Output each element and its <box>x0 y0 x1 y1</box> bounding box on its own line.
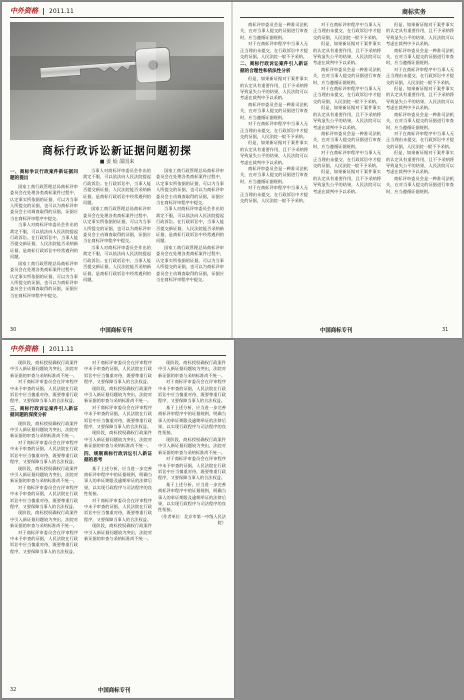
issue-number: 2011.11 <box>49 7 74 15</box>
body-paragraph: 现阶段，商标授权确权行政案件中引入新证据问题较为突出，法院对新证据的审查与采纳标准尚不统一。 <box>10 360 78 378</box>
article-key-photo <box>10 22 224 140</box>
body-paragraph: 商标评审委员会是一种准司法机关，在对当事人提交的证据进行审查时，应当遵循证据规则。 <box>240 165 308 184</box>
issue-number: 2011.11 <box>49 345 74 353</box>
section-heading: 一、商标争议行政案件新证据问题的提出 <box>10 170 78 182</box>
body-paragraph: 商标评审委员会是一种准司法机关，在对当事人提交的证据进行审查时，应当遵循证据规则。 <box>240 22 308 40</box>
article-byline: ■ 姜 灿 邵国来 <box>99 159 135 165</box>
body-paragraph: 但是，如果新证据对于案件事实的认定具有重要作用，且不予采纳将导致显失公平的结果，人民法院可以考虑在裁判中予以采纳。 <box>386 150 454 175</box>
body-paragraph: 对于商标评审委员会在评审程序中未予审查的证据，人民法院在行政诉讼中应当慎重对待，既要尊重行政程序，又要保障当事人的合法权益。 <box>158 379 226 404</box>
bottom-page <box>2 340 234 698</box>
body-paragraph: 商标评审委员会是一种准司法机关，在对当事人提交的证据进行审查时，应当遵循证据规则。 <box>313 130 381 149</box>
header-divider <box>43 8 44 15</box>
body-paragraph: 对于在商标评审程序中当事人无正当理由未提交、在行政诉讼中才提交的证据，人民法院一般不予采纳。 <box>240 41 308 60</box>
body-paragraph: 现阶段，商标授权确权行政案件中引入新证据问题较为突出，法院对新证据的审查与采纳标准尚不统一。 <box>84 385 152 404</box>
page-footer-left <box>10 326 16 334</box>
body-paragraph: 现阶段，商标授权确权行政案件中引入新证据问题较为突出，法院对新证据的审查与采纳标准尚不统一。 <box>158 360 226 378</box>
body-paragraph: 国家工商行政管理总局商标评审委员会在处理各类商标案件过程中，认定事实所依据的证据，可以为当事人所提交的证据，也可以为商标评审委员会主动调查取得的证据，证据应当在商标评审程序中提交。 <box>10 183 78 221</box>
body-paragraph: 国家工商行政管理总局商标评审委员会在处理各类商标案件过程中，认定事实所依据的证据，可以为当事人所提交的证据，也可以为商标评审委员会主动调查取得的证据，证据应当在商标评审程序中提交。 <box>156 168 224 206</box>
body-paragraph: 商标评审委员会是一种准司法机关，在对当事人提交的证据进行审查时，应当遵循证据规则。 <box>240 101 308 120</box>
publisher-name: 中国商标专刊 <box>100 328 133 334</box>
body-paragraph: 对于商标评审委员会在评审程序中未予审查的证据，人民法院在行政诉讼中应当慎重对待，既要尊重行政程序，又要保障当事人的合法权益。 <box>84 404 152 430</box>
page-number: 32 <box>10 687 17 693</box>
text-column <box>84 360 152 682</box>
body-paragraph: 商标评审委员会是一种准司法机关，在对当事人提交的证据进行审查时，应当遵循证据规则。 <box>313 66 381 85</box>
page-footer-left <box>10 686 16 694</box>
body-paragraph: 对于在商标评审程序中当事人无正当理由未提交、在行政诉讼中才提交的证据，人民法院一般不予采纳。 <box>386 66 454 85</box>
publisher-mark <box>100 326 132 334</box>
publisher-mark <box>320 326 352 334</box>
body-paragraph: 对于商标评审委员会在评审程序中未予审查的证据，人民法院在行政诉讼中应当慎重对待，既要尊重行政程序，又要保障当事人的合法权益。 <box>10 529 78 554</box>
section-heading: 二、商标行政诉讼案件引入新证据的合理性和依法性分析 <box>240 62 308 74</box>
page-header-left <box>10 6 74 16</box>
magazine-name: 中外资格 <box>10 344 38 353</box>
body-paragraph: 但是，如果新证据对于案件事实的认定具有重要作用，且不予采纳将导致显失公平的结果，人民法院可以考虑在裁判中予以采纳。 <box>313 169 381 194</box>
header-divider <box>43 346 44 353</box>
header-rule <box>10 17 224 18</box>
body-paragraph: 商标评审委员会是一种准司法机关，在对当事人提交的证据进行审查时，应当遵循证据规则。 <box>386 111 454 130</box>
body-paragraph: 对于商标评审委员会在评审程序中未予审查的证据，人民法院在行政诉讼中应当慎重对待，既要尊重行政程序，又要保障当事人的合法权益。 <box>10 439 78 465</box>
body-paragraph: 基于上述分析，应当进一步完善商标评审程序中的证据规则，明确当事人的举证期限及逾期举证的法律后果，以实现行政程序与司法程序的良性衔接。 <box>158 404 226 436</box>
body-paragraph: 对于商标评审委员会在评审程序中未予审查的证据，人民法院在行政诉讼中应当慎重对待，既要尊重行政程序，又要保障当事人的合法权益。 <box>84 497 152 522</box>
body-paragraph: 商标评审委员会是一种准司法机关，在对当事人提交的证据进行审查时，应当遵循证据规则。 <box>386 47 454 66</box>
body-paragraph: 但是，如果新证据对于案件事实的认定具有重要作用，且不予采纳将导致显失公平的结果，人民法院可以考虑在裁判中予以采纳。 <box>313 105 381 130</box>
header-rule <box>240 17 454 18</box>
author-affiliation: （作者单位：北京市第一中级人民法院） <box>158 513 226 526</box>
body-paragraph: 但是，如果新证据对于案件事实的认定具有重要作用，且不予采纳将导致显失公平的结果，人民法院可以考虑在裁判中予以采纳。 <box>240 76 308 101</box>
body-paragraph: 当事人对商标评审委员会作出的裁定不服，可以依法向人民法院提起行政诉讼。在行政诉讼中，当事人能否提交新证据，人民法院能否采纳新证据，是商标行政诉讼中经常遇到的问题。 <box>10 222 78 260</box>
body-paragraph: 对于在商标评审程序中当事人无正当理由未提交、在行政诉讼中才提交的证据，人民法院一般不予采纳。 <box>313 86 381 104</box>
body-paragraph: 当事人对商标评审委员会作出的裁定不服，可以依法向人民法院提起行政诉讼。在行政诉讼中，当事人能否提交新证据，人民法院能否采纳新证据，是商标行政诉讼中经常遇到的问题。 <box>83 244 151 282</box>
body-paragraph: 对于在商标评审程序中当事人无正当理由未提交、在行政诉讼中才提交的证据，人民法院一般不予采纳。 <box>313 150 381 168</box>
page-footer-right <box>442 326 448 334</box>
top-spread <box>2 2 462 338</box>
body-paragraph: 国家工商行政管理总局商标评审委员会在处理各类商标案件过程中，认定事实所依据的证据，可以为当事人所提交的证据，也可以为商标评审委员会主动调查取得的证据，证据应当在商标评审程序中提交。 <box>83 206 151 244</box>
publisher-name: 中国商标专刊 <box>98 688 131 694</box>
body-paragraph: 但是，如果新证据对于案件事实的认定具有重要作用，且不予采纳将导致显失公平的结果，人民法院可以考虑在裁判中予以采纳。 <box>386 86 454 111</box>
body-paragraph: 现阶段，商标授权确权行政案件中引入新证据问题较为突出，法院对新证据的审查与采纳标准尚不统一。 <box>84 523 152 541</box>
body-paragraph: 基于上述分析，应当进一步完善商标评审程序中的证据规则，明确当事人的举证期限及逾期举证的法律后果，以实现行政程序与司法程序的良性衔接。 <box>158 481 226 513</box>
section-name: 商标实务 <box>402 8 427 16</box>
key-illustration <box>10 22 224 140</box>
text-column <box>156 168 224 314</box>
article-title: 商标行政诉讼新证据问题初探 <box>42 145 192 157</box>
body-paragraph: 对于在商标评审程序中当事人无正当理由未提交、在行政诉讼中才提交的证据，人民法院一般不予采纳。 <box>240 185 308 203</box>
body-paragraph: 现阶段，商标授权确权行政案件中引入新证据问题较为突出，法院对新证据的审查与采纳标准尚不统一。 <box>10 510 78 529</box>
publisher-name: 中国商标专刊 <box>320 328 353 334</box>
body-paragraph: 但是，如果新证据对于案件事实的认定具有重要作用，且不予采纳将导致显失公平的结果，人民法院可以考虑在裁判中予以采纳。 <box>386 22 454 47</box>
body-paragraph: 现阶段，商标授权确权行政案件中引入新证据问题较为突出，法院对新证据的审查与采纳标准尚不统一。 <box>10 465 78 484</box>
body-paragraph: 对于商标评审委员会在评审程序中未予审查的证据，人民法院在行政诉讼中应当慎重对待，既要尊重行政程序，又要保障当事人的合法权益。 <box>158 456 226 481</box>
section-heading: 四、规制商标行政诉讼引入新证据的思考 <box>84 451 152 464</box>
body-paragraph: 对于在商标评审程序中当事人无正当理由未提交、在行政诉讼中才提交的证据，人民法院一般不予采纳。 <box>386 130 454 149</box>
body-paragraph: 基于上述分析，应当进一步完善商标评审程序中的证据规则，明确当事人的举证期限及逾期举证的法律后果，以实现行政程序与司法程序的良性衔接。 <box>84 465 152 497</box>
magazine-name: 中外资格 <box>10 6 38 15</box>
body-paragraph: 但是，如果新证据对于案件事实的认定具有重要作用，且不予采纳将导致显失公平的结果，人民法院可以考虑在裁判中予以采纳。 <box>313 41 381 66</box>
body-paragraph: 现阶段，商标授权确权行政案件中引入新证据问题较为突出，法院对新证据的审查与采纳标准尚不统一。 <box>84 430 152 449</box>
section-heading: 三、商标行政诉讼案件引入新证据问题的深度分析 <box>10 406 78 419</box>
publisher-mark <box>98 686 130 694</box>
page-header-left <box>10 344 74 354</box>
page-number: 30 <box>10 327 17 333</box>
body-paragraph: 对于商标评审委员会在评审程序中未予审查的证据，人民法院在行政诉讼中应当慎重对待，既要尊重行政程序，又要保障当事人的合法权益。 <box>10 379 78 404</box>
text-column <box>10 360 78 682</box>
text-column <box>240 22 308 314</box>
body-paragraph: 对于商标评审委员会在评审程序中未予审查的证据，人民法院在行政诉讼中应当慎重对待，既要尊重行政程序，又要保障当事人的合法权益。 <box>10 484 78 509</box>
page-header-right <box>402 6 426 16</box>
body-paragraph: 现阶段，商标授权确权行政案件中引入新证据问题较为突出，法院对新证据的审查与采纳标准尚不统一。 <box>158 436 226 455</box>
body-paragraph: 当事人对商标评审委员会作出的裁定不服，可以依法向人民法院提起行政诉讼。在行政诉讼中，当事人能否提交新证据，人民法院能否采纳新证据，是商标行政诉讼中经常遇到的问题。 <box>156 206 224 244</box>
text-column <box>10 168 78 314</box>
text-column <box>313 22 381 314</box>
body-paragraph: 国家工商行政管理总局商标评审委员会在处理各类商标案件过程中，认定事实所依据的证据，可以为当事人所提交的证据，也可以为商标评审委员会主动调查取得的证据，证据应当在商标评审程序中提交。 <box>156 244 224 282</box>
body-paragraph: 但是，如果新证据对于案件事实的认定具有重要作用，且不予采纳将导致显失公平的结果，人民法院可以考虑在裁判中予以采纳。 <box>240 140 308 165</box>
text-column <box>83 168 151 314</box>
body-paragraph: 对于在商标评审程序中当事人无正当理由未提交、在行政诉讼中才提交的证据，人民法院一般不予采纳。 <box>240 121 308 139</box>
body-paragraph: 对于在商标评审程序中当事人无正当理由未提交、在行政诉讼中才提交的证据，人民法院一般不予采纳。 <box>313 22 381 40</box>
text-column <box>386 22 454 314</box>
body-paragraph: 商标评审委员会是一种准司法机关，在对当事人提交的证据进行审查时，应当遵循证据规则。 <box>386 175 454 194</box>
body-paragraph: 国家工商行政管理总局商标评审委员会在处理各类商标案件过程中，认定事实所依据的证据，可以为当事人所提交的证据，也可以为商标评审委员会主动调查取得的证据，证据应当在商标评审程序中提交。 <box>10 260 78 298</box>
body-paragraph: 现阶段，商标授权确权行政案件中引入新证据问题较为突出，法院对新证据的审查与采纳标准尚不统一。 <box>10 420 78 439</box>
header-rule <box>10 355 226 356</box>
body-paragraph: 当事人对商标评审委员会作出的裁定不服，可以依法向人民法院提起行政诉讼。在行政诉讼中，当事人能否提交新证据，人民法院能否采纳新证据，是商标行政诉讼中经常遇到的问题。 <box>83 168 151 206</box>
text-column <box>158 360 226 682</box>
body-paragraph: 对于商标评审委员会在评审程序中未予审查的证据，人民法院在行政诉讼中应当慎重对待，既要尊重行政程序，又要保障当事人的合法权益。 <box>84 360 152 385</box>
page-number: 31 <box>442 327 449 333</box>
